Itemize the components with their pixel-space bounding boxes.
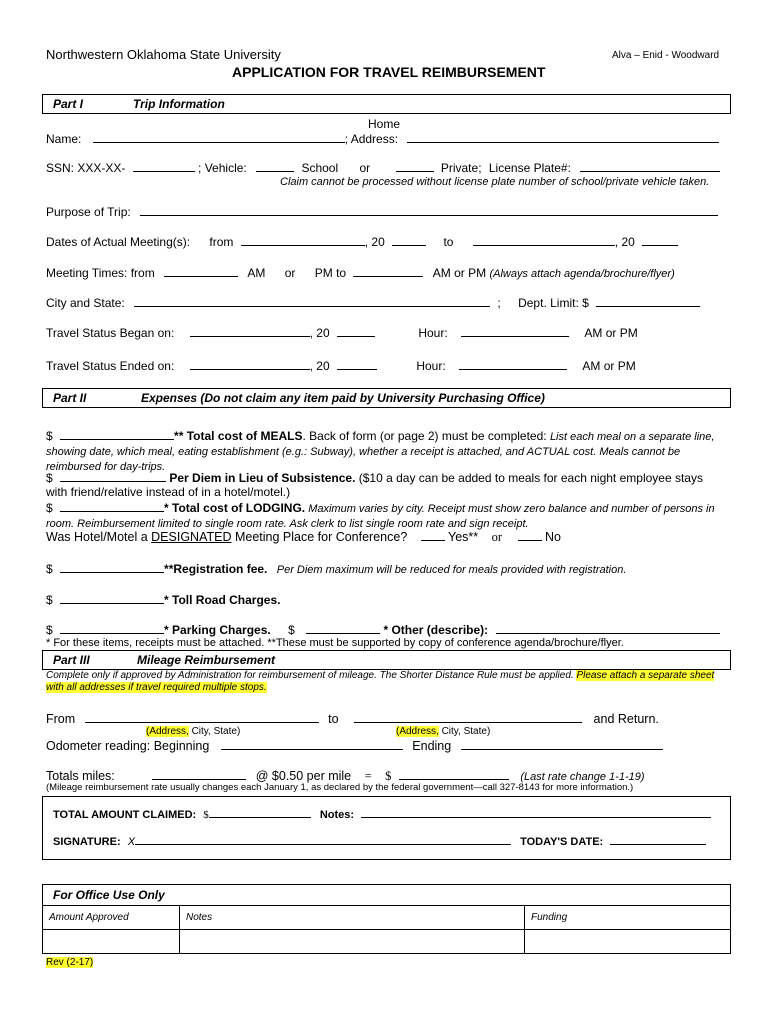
date-from-year-field[interactable] xyxy=(392,234,426,246)
meals-item xyxy=(46,428,726,474)
toll-dollar: $ xyxy=(46,593,53,607)
part1-header xyxy=(42,94,731,114)
registration-dollar: $ xyxy=(46,562,53,576)
city-state-label: City and State: xyxy=(46,296,125,310)
total-miles-label: Totals miles: xyxy=(46,769,115,783)
university-name: Northwestern Oklahoma State University xyxy=(46,47,281,62)
toll-title: * Toll Road Charges. xyxy=(164,593,281,607)
home-label: Home xyxy=(368,117,401,131)
license-plate-field[interactable] xyxy=(580,160,720,172)
designated-word: DESIGNATED xyxy=(151,530,232,544)
perdiem-amount-field[interactable] xyxy=(60,470,166,482)
mileage-note xyxy=(46,670,730,694)
mileage-note-highlight: Please attach a separate sheet with all addresses if travel required multiple stops. xyxy=(46,670,715,693)
total-miles-field[interactable] xyxy=(152,768,246,780)
travel-ended-ampm: AM or PM xyxy=(582,359,636,373)
lodging-instructions: Maximum varies by city. Receipt must show zero balance and number of persons in room. Reimbursement limited to single room rate. Ask clerk to list single room rate and sign receipt. xyxy=(46,503,715,530)
office-notes-label: Notes xyxy=(180,906,525,930)
toll-amount-field[interactable] xyxy=(60,592,164,604)
meeting-pm-to-label: PM to xyxy=(314,266,347,280)
private-label: Private; xyxy=(440,161,482,175)
campus-list: Alva – Enid - Woodward xyxy=(612,50,720,61)
city-state-row xyxy=(46,295,700,310)
odometer-begin-field[interactable] xyxy=(221,738,403,750)
toll-row xyxy=(46,592,281,607)
office-notes-field[interactable] xyxy=(180,930,525,954)
meeting-end-ampm-label: AM or PM xyxy=(432,266,487,280)
signature-field[interactable] xyxy=(135,833,511,845)
meals-text: . Back of form (or page 2) must be completed: xyxy=(302,429,550,443)
meeting-times-row xyxy=(46,265,675,280)
signature-x: X xyxy=(127,836,136,848)
name-row xyxy=(46,131,719,146)
signature-label: SIGNATURE: xyxy=(53,836,121,848)
funding-field[interactable] xyxy=(525,930,731,954)
notes-label: Notes: xyxy=(319,809,355,821)
plate-note: Claim cannot be processed without license plate number of school/private vehicle taken. xyxy=(280,176,710,188)
todays-date-label: TODAY'S DATE: xyxy=(520,836,604,848)
mileage-to-field[interactable] xyxy=(354,711,582,723)
meals-instructions: List each meal on a separate line, showing date, which meal, eating establishment (e.g.: Subway), whether a receipt is attached, and ACTUAL cost. Meals cannot be reimbursed for day-trips. xyxy=(46,431,715,473)
other-dollar: $ xyxy=(288,623,295,637)
rate-note: (Mileage reimbursement rate usually changes each January 1, as declared by the federal government—call 327-8143 for more information.) xyxy=(46,782,634,793)
address-label: ; Address: xyxy=(344,132,399,146)
ssn-field[interactable] xyxy=(133,160,195,172)
perdiem-dollar: $ xyxy=(46,471,53,485)
date-to-year-label: , 20 xyxy=(614,235,635,249)
mileage-route-row xyxy=(46,711,659,726)
office-title: For Office Use Only xyxy=(53,888,165,902)
dates-to-label: to xyxy=(443,235,454,249)
mileage-equals: = xyxy=(364,769,372,783)
dept-limit-field[interactable] xyxy=(596,295,700,307)
amount-approved-label: Amount Approved xyxy=(43,906,180,930)
travel-began-year-label: , 20 xyxy=(309,326,330,340)
office-table xyxy=(42,905,731,954)
office-header-row xyxy=(43,906,731,930)
notes-field[interactable] xyxy=(361,806,711,818)
odometer-ending-label: Ending xyxy=(412,739,452,753)
meeting-times-label: Meeting Times: from xyxy=(46,266,155,280)
meeting-start-field[interactable] xyxy=(164,265,238,277)
license-label: License Plate#: xyxy=(488,161,571,175)
perdiem-title: Per Diem in Lieu of Subsistence. xyxy=(166,471,356,485)
school-label: School xyxy=(301,161,339,175)
other-description-field[interactable] xyxy=(496,622,720,634)
lodging-dollar: $ xyxy=(46,501,53,515)
travel-ended-year-label: , 20 xyxy=(309,359,330,373)
meeting-end-field[interactable] xyxy=(353,265,423,277)
date-from-year-label: , 20 xyxy=(364,235,385,249)
designated-no-label: No xyxy=(545,530,561,544)
part3-title: Mileage Reimbursement xyxy=(137,653,276,667)
date-from-field[interactable] xyxy=(241,234,365,246)
travel-began-year-field[interactable] xyxy=(337,325,375,337)
travel-began-label: Travel Status Began on: xyxy=(46,326,175,340)
signature-row xyxy=(53,833,706,848)
registration-row xyxy=(46,561,626,576)
school-vehicle-field[interactable] xyxy=(256,160,294,172)
perdiem-item xyxy=(46,470,726,499)
part2-label: Part II xyxy=(53,391,87,405)
from-address-hint-highlight: (Address, xyxy=(146,726,189,737)
agenda-note: (Always attach agenda/brochure/flyer) xyxy=(489,268,675,280)
to-address-hint-rest: City, State) xyxy=(438,726,491,737)
funding-label: Funding xyxy=(525,906,731,930)
designated-post: Meeting Place for Conference? xyxy=(231,530,408,544)
office-header xyxy=(42,884,731,906)
lodging-title: * Total cost of LODGING. xyxy=(164,501,306,515)
to-address-hint-highlight: (Address, xyxy=(396,726,439,737)
private-vehicle-field[interactable] xyxy=(396,160,434,172)
purpose-label: Purpose of Trip: xyxy=(46,205,131,219)
odometer-end-field[interactable] xyxy=(461,738,663,750)
travel-ended-hour-field[interactable] xyxy=(459,358,567,370)
travel-ended-row xyxy=(46,358,636,373)
other-title: * Other (describe): xyxy=(383,623,489,637)
office-entry-row xyxy=(43,930,731,954)
dates-row xyxy=(46,234,678,249)
part3-header xyxy=(42,650,731,670)
travel-began-hour-field[interactable] xyxy=(461,325,569,337)
odometer-label: Odometer reading: Beginning xyxy=(46,739,210,753)
perdiem-text: ($10 a day can be added to meals for each night employee stays with friend/relative instead of in a hotel/motel.) xyxy=(46,471,703,499)
designated-yes-label: Yes** xyxy=(448,530,479,544)
mileage-from-field[interactable] xyxy=(85,711,319,723)
dates-from-label: from xyxy=(209,235,234,249)
part2-header xyxy=(42,388,731,408)
part1-label: Part I xyxy=(53,97,84,111)
mileage-from-label: From xyxy=(46,712,76,726)
mileage-dollar: $ xyxy=(385,769,392,783)
form-title: APPLICATION FOR TRAVEL REIMBURSEMENT xyxy=(232,64,546,80)
to-address-hint xyxy=(396,726,490,737)
city-state-field[interactable] xyxy=(134,295,490,307)
parking-amount-field[interactable] xyxy=(60,622,164,634)
designated-pre: Was Hotel/Motel a xyxy=(46,530,152,544)
registration-amount-field[interactable] xyxy=(60,561,164,573)
totals-box xyxy=(42,796,731,860)
ssn-label: SSN: XXX-XX- xyxy=(46,161,126,175)
purpose-field[interactable] xyxy=(140,204,718,216)
travel-ended-year-field[interactable] xyxy=(337,358,377,370)
odometer-row xyxy=(46,738,663,753)
mileage-rate-label: @ $0.50 per mile xyxy=(255,769,352,783)
todays-date-field[interactable] xyxy=(610,833,706,845)
registration-note: Per Diem maximum will be reduced for meals provided with registration. xyxy=(276,564,627,576)
meals-amount-field[interactable] xyxy=(60,428,174,440)
meals-dollar: $ xyxy=(46,429,53,443)
designated-row xyxy=(46,529,561,545)
city-state-semicolon: ; xyxy=(497,296,501,310)
designated-no-field[interactable] xyxy=(518,529,542,541)
ssn-row xyxy=(46,160,720,175)
date-to-field[interactable] xyxy=(473,234,615,246)
vehicle-label: ; Vehicle: xyxy=(198,161,247,175)
meeting-or-label: or xyxy=(284,266,296,280)
revision-label: Rev (2-17) xyxy=(46,957,94,968)
mileage-to-label: to xyxy=(328,712,339,726)
receipts-note: * For these items, receipts must be attached. **These must be supported by copy of conference agenda/brochure/flyer. xyxy=(46,637,624,649)
lodging-amount-field[interactable] xyxy=(60,500,164,512)
address-field[interactable] xyxy=(407,131,719,143)
parking-title: * Parking Charges. xyxy=(164,623,271,637)
designated-or-label: or xyxy=(491,530,503,544)
amount-approved-field[interactable] xyxy=(43,930,180,954)
travel-ended-date-field[interactable] xyxy=(190,358,310,370)
total-claimed-field[interactable] xyxy=(209,806,311,818)
part1-title: Trip Information xyxy=(133,97,225,111)
parking-dollar: $ xyxy=(46,623,53,637)
total-claimed-label: TOTAL AMOUNT CLAIMED: xyxy=(53,809,197,821)
from-address-hint-rest: City, State) xyxy=(188,726,241,737)
part2-title: Expenses (Do not claim any item paid by University Purchasing Office) xyxy=(141,391,545,405)
rate-change-note: (Last rate change 1-1-19) xyxy=(520,771,645,783)
registration-title: **Registration fee. xyxy=(164,562,268,576)
dept-limit-label: Dept. Limit: $ xyxy=(518,296,589,310)
travel-began-hour-label: Hour: xyxy=(418,326,448,340)
travel-ended-label: Travel Status Ended on: xyxy=(46,359,175,373)
purpose-row xyxy=(46,204,718,219)
meals-title: ** Total cost of MEALS xyxy=(174,429,303,443)
or-label: or xyxy=(359,161,371,175)
parking-other-row xyxy=(46,622,720,637)
travel-ended-hour-label: Hour: xyxy=(416,359,446,373)
name-label: Name: xyxy=(46,132,82,146)
from-address-hint xyxy=(146,726,240,737)
part3-label: Part III xyxy=(53,653,90,667)
other-amount-field[interactable] xyxy=(306,622,380,634)
date-to-year-field[interactable] xyxy=(642,234,678,246)
travel-began-ampm: AM or PM xyxy=(584,326,638,340)
travel-began-date-field[interactable] xyxy=(190,325,310,337)
designated-yes-field[interactable] xyxy=(421,529,445,541)
mileage-amount-field[interactable] xyxy=(399,768,509,780)
meeting-am-label: AM xyxy=(247,266,266,280)
dates-label: Dates of Actual Meeting(s): xyxy=(46,235,191,249)
travel-began-row xyxy=(46,325,638,340)
total-claimed-row xyxy=(53,806,711,821)
mileage-return-label: and Return. xyxy=(593,712,659,726)
name-field[interactable] xyxy=(93,131,345,143)
lodging-item xyxy=(46,500,726,531)
total-claimed-dollar: $ xyxy=(203,809,209,821)
mileage-note-text: Complete only if approved by Administration for reimbursement of mileage. The Shorter Distance Rule must be applied. xyxy=(46,670,577,681)
